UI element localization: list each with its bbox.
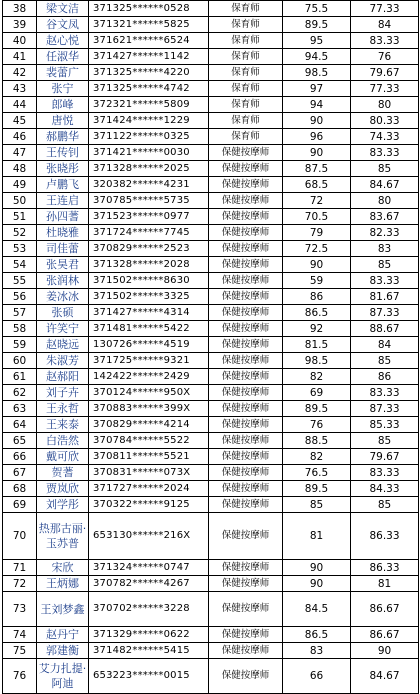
id-number-cell: 371324******0747 [89, 560, 209, 576]
score-2-cell: 86.67 [351, 592, 419, 627]
row-number-cell: 38 [3, 1, 37, 17]
table-row [3, 401, 419, 417]
score-1-cell: 59 [283, 273, 351, 289]
id-number-cell: 370883******399X [89, 401, 209, 417]
table-row [3, 433, 419, 449]
score-2-cell: 83.33 [351, 145, 419, 161]
position-cell: 保健按摩师 [209, 592, 283, 627]
score-1-cell: 82 [283, 449, 351, 465]
row-number-cell: 74 [3, 627, 37, 643]
score-1-cell: 90 [283, 560, 351, 576]
position-cell: 保健按摩师 [209, 241, 283, 257]
id-number-cell: 371725******9321 [89, 353, 209, 369]
score-2-cell: 87.33 [351, 305, 419, 321]
score-2-cell: 80 [351, 97, 419, 113]
id-number-cell: 371328******2025 [89, 161, 209, 177]
score-1-cell: 89.5 [283, 481, 351, 497]
score-2-cell: 81.67 [351, 289, 419, 305]
score-2-cell: 86 [351, 369, 419, 385]
candidate-name-cell: 王来泰 [37, 417, 89, 433]
score-1-cell: 88.5 [283, 433, 351, 449]
row-number-cell: 50 [3, 193, 37, 209]
candidate-name-cell: 刘子卉 [37, 385, 89, 401]
position-cell: 保健按摩师 [209, 497, 283, 513]
id-number-cell: 371727******2024 [89, 481, 209, 497]
candidate-name-cell: 贺蓍 [37, 465, 89, 481]
score-1-cell: 90 [283, 113, 351, 129]
candidate-name-cell: 王刘梦鑫 [37, 592, 89, 627]
row-number-cell: 56 [3, 289, 37, 305]
row-number-cell: 43 [3, 81, 37, 97]
row-number-cell: 51 [3, 209, 37, 225]
score-1-cell: 90 [283, 145, 351, 161]
table-row [3, 560, 419, 576]
row-number-cell: 73 [3, 592, 37, 627]
score-1-cell: 98.5 [283, 65, 351, 81]
score-2-cell: 85.33 [351, 417, 419, 433]
score-1-cell: 81.5 [283, 337, 351, 353]
candidate-name-cell: 孙四蓍 [37, 209, 89, 225]
position-cell: 保育师 [209, 49, 283, 65]
id-number-cell: 142422******2429 [89, 369, 209, 385]
score-2-cell: 77.33 [351, 81, 419, 97]
candidate-name-cell: 谷文凤 [37, 17, 89, 33]
score-1-cell: 86.5 [283, 627, 351, 643]
score-1-cell: 97 [283, 81, 351, 97]
position-cell: 保健按摩师 [209, 401, 283, 417]
candidate-name-cell: 贾岚欣 [37, 481, 89, 497]
table-row [3, 305, 419, 321]
score-2-cell: 84 [351, 337, 419, 353]
position-cell: 保健按摩师 [209, 417, 283, 433]
candidate-name-cell: 张宁 [37, 81, 89, 97]
candidate-name-cell: 张晓彤 [37, 161, 89, 177]
table-row [3, 209, 419, 225]
candidate-name-cell: 戴可欣 [37, 449, 89, 465]
candidate-name-cell: 白浩然 [37, 433, 89, 449]
candidate-name-cell: 张润林 [37, 273, 89, 289]
position-cell: 保健按摩师 [209, 289, 283, 305]
table-row [3, 145, 419, 161]
position-cell: 保健按摩师 [209, 369, 283, 385]
table-row [3, 627, 419, 643]
position-cell: 保健按摩师 [209, 225, 283, 241]
id-number-cell: 371122******0325 [89, 129, 209, 145]
id-number-cell: 370322******9125 [89, 497, 209, 513]
row-number-cell: 76 [3, 659, 37, 694]
score-2-cell: 86.33 [351, 513, 419, 560]
id-number-cell: 370782******4267 [89, 576, 209, 592]
id-number-cell: 371325******0528 [89, 1, 209, 17]
position-cell: 保健按摩师 [209, 627, 283, 643]
position-cell: 保健按摩师 [209, 576, 283, 592]
score-1-cell: 83 [283, 643, 351, 659]
position-cell: 保健按摩师 [209, 193, 283, 209]
score-2-cell: 83.33 [351, 465, 419, 481]
score-2-cell: 83.33 [351, 385, 419, 401]
id-number-cell: 371424******1229 [89, 113, 209, 129]
position-cell: 保健按摩师 [209, 465, 283, 481]
id-number-cell: 653130******216X [89, 513, 209, 560]
score-2-cell: 84.67 [351, 659, 419, 694]
score-2-cell: 76 [351, 49, 419, 65]
score-1-cell: 85 [283, 497, 351, 513]
position-cell: 保育师 [209, 113, 283, 129]
row-number-cell: 45 [3, 113, 37, 129]
candidate-name-cell: 刘学彤 [37, 497, 89, 513]
candidate-name-cell: 艾力扎提·阿迪 [37, 659, 89, 694]
table-row [3, 177, 419, 193]
score-2-cell: 81 [351, 576, 419, 592]
table-row [3, 81, 419, 97]
candidate-name-cell: 杜晓雅 [37, 225, 89, 241]
table-row [3, 321, 419, 337]
table-row [3, 113, 419, 129]
row-number-cell: 49 [3, 177, 37, 193]
position-cell: 保健按摩师 [209, 433, 283, 449]
score-2-cell: 83.33 [351, 273, 419, 289]
id-number-cell: 320382******4231 [89, 177, 209, 193]
table-row [3, 353, 419, 369]
table-row [3, 337, 419, 353]
score-1-cell: 82 [283, 369, 351, 385]
candidate-name-cell: 任淑华 [37, 49, 89, 65]
id-number-cell: 371621******6524 [89, 33, 209, 49]
candidate-name-cell: 朱淑芳 [37, 353, 89, 369]
score-1-cell: 72 [283, 193, 351, 209]
position-cell: 保健按摩师 [209, 305, 283, 321]
table-row [3, 576, 419, 592]
row-number-cell: 60 [3, 353, 37, 369]
candidate-name-cell: 王连启 [37, 193, 89, 209]
row-number-cell: 57 [3, 305, 37, 321]
id-number-cell: 371502******3325 [89, 289, 209, 305]
score-1-cell: 89.5 [283, 17, 351, 33]
row-number-cell: 58 [3, 321, 37, 337]
table-row [3, 273, 419, 289]
row-number-cell: 40 [3, 33, 37, 49]
candidate-name-cell: 张硕 [37, 305, 89, 321]
score-2-cell: 88.67 [351, 321, 419, 337]
candidate-name-cell: 赵晓远 [37, 337, 89, 353]
score-2-cell: 80 [351, 193, 419, 209]
id-number-cell: 653223******0015 [89, 659, 209, 694]
row-number-cell: 72 [3, 576, 37, 592]
id-number-cell: 370702******3228 [89, 592, 209, 627]
score-2-cell: 85 [351, 353, 419, 369]
row-number-cell: 62 [3, 385, 37, 401]
position-cell: 保健按摩师 [209, 560, 283, 576]
row-number-cell: 39 [3, 17, 37, 33]
table-body [3, 1, 419, 694]
table-row [3, 17, 419, 33]
table-row [3, 129, 419, 145]
position-cell: 保健按摩师 [209, 257, 283, 273]
score-1-cell: 84.5 [283, 592, 351, 627]
score-2-cell: 83 [351, 241, 419, 257]
position-cell: 保健按摩师 [209, 353, 283, 369]
score-1-cell: 79 [283, 225, 351, 241]
score-1-cell: 96 [283, 129, 351, 145]
row-number-cell: 41 [3, 49, 37, 65]
row-number-cell: 66 [3, 449, 37, 465]
table-row [3, 659, 419, 694]
id-number-cell: 370785******5735 [89, 193, 209, 209]
table-row [3, 643, 419, 659]
row-number-cell: 67 [3, 465, 37, 481]
table-row [3, 497, 419, 513]
candidate-name-cell: 裴蕾广 [37, 65, 89, 81]
table-row [3, 33, 419, 49]
position-cell: 保育师 [209, 81, 283, 97]
score-1-cell: 72.5 [283, 241, 351, 257]
position-cell: 保育师 [209, 33, 283, 49]
row-number-cell: 47 [3, 145, 37, 161]
score-2-cell: 79.67 [351, 65, 419, 81]
candidate-score-table [2, 0, 419, 694]
row-number-cell: 68 [3, 481, 37, 497]
row-number-cell: 46 [3, 129, 37, 145]
id-number-cell: 371321******5825 [89, 17, 209, 33]
score-1-cell: 92 [283, 321, 351, 337]
score-2-cell: 80.33 [351, 113, 419, 129]
candidate-name-cell: 王传钊 [37, 145, 89, 161]
candidate-name-cell: 赵心悦 [37, 33, 89, 49]
score-2-cell: 84 [351, 17, 419, 33]
score-2-cell: 90 [351, 643, 419, 659]
table-row [3, 1, 419, 17]
candidate-name-cell: 郎峰 [37, 97, 89, 113]
row-number-cell: 75 [3, 643, 37, 659]
id-number-cell: 370829******4214 [89, 417, 209, 433]
position-cell: 保育师 [209, 1, 283, 17]
position-cell: 保健按摩师 [209, 145, 283, 161]
row-number-cell: 54 [3, 257, 37, 273]
id-number-cell: 371481******5422 [89, 321, 209, 337]
table-row [3, 193, 419, 209]
row-number-cell: 48 [3, 161, 37, 177]
table-row [3, 257, 419, 273]
score-2-cell: 84.33 [351, 481, 419, 497]
table-row [3, 417, 419, 433]
table-row [3, 481, 419, 497]
row-number-cell: 63 [3, 401, 37, 417]
row-number-cell: 64 [3, 417, 37, 433]
score-1-cell: 76 [283, 417, 351, 433]
row-number-cell: 42 [3, 65, 37, 81]
position-cell: 保健按摩师 [209, 513, 283, 560]
score-2-cell: 86.33 [351, 560, 419, 576]
candidate-name-cell: 司佳蕾 [37, 241, 89, 257]
id-number-cell: 371482******5415 [89, 643, 209, 659]
score-1-cell: 95 [283, 33, 351, 49]
score-2-cell: 83.33 [351, 33, 419, 49]
score-2-cell: 85 [351, 433, 419, 449]
table-row [3, 97, 419, 113]
id-number-cell: 370829******2523 [89, 241, 209, 257]
table-row [3, 592, 419, 627]
score-2-cell: 82.33 [351, 225, 419, 241]
score-1-cell: 89.5 [283, 401, 351, 417]
id-number-cell: 371523******0977 [89, 209, 209, 225]
table-row [3, 385, 419, 401]
row-number-cell: 70 [3, 513, 37, 560]
score-2-cell: 86.67 [351, 627, 419, 643]
candidate-name-cell: 王炳娜 [37, 576, 89, 592]
score-2-cell: 74.33 [351, 129, 419, 145]
candidate-name-cell: 赵丹宁 [37, 627, 89, 643]
score-1-cell: 76.5 [283, 465, 351, 481]
id-number-cell: 371724******7745 [89, 225, 209, 241]
row-number-cell: 69 [3, 497, 37, 513]
table-row [3, 289, 419, 305]
id-number-cell: 371325******4220 [89, 65, 209, 81]
position-cell: 保健按摩师 [209, 337, 283, 353]
row-number-cell: 59 [3, 337, 37, 353]
position-cell: 保育师 [209, 65, 283, 81]
score-2-cell: 83.67 [351, 209, 419, 225]
candidate-name-cell: 卢鹏飞 [37, 177, 89, 193]
score-2-cell: 79.67 [351, 449, 419, 465]
score-1-cell: 66 [283, 659, 351, 694]
table-row [3, 449, 419, 465]
position-cell: 保育师 [209, 129, 283, 145]
table-row [3, 225, 419, 241]
score-1-cell: 86 [283, 289, 351, 305]
id-number-cell: 371328******2028 [89, 257, 209, 273]
score-1-cell: 98.5 [283, 353, 351, 369]
score-1-cell: 90 [283, 576, 351, 592]
position-cell: 保健按摩师 [209, 161, 283, 177]
position-cell: 保健按摩师 [209, 385, 283, 401]
id-number-cell: 370831******073X [89, 465, 209, 481]
position-cell: 保健按摩师 [209, 659, 283, 694]
table-row [3, 49, 419, 65]
position-cell: 保健按摩师 [209, 321, 283, 337]
row-number-cell: 71 [3, 560, 37, 576]
row-number-cell: 53 [3, 241, 37, 257]
score-1-cell: 70.5 [283, 209, 351, 225]
table-row [3, 513, 419, 560]
score-1-cell: 81 [283, 513, 351, 560]
candidate-name-cell: 郭建衡 [37, 643, 89, 659]
score-1-cell: 94 [283, 97, 351, 113]
table-row [3, 161, 419, 177]
score-1-cell: 94.5 [283, 49, 351, 65]
id-number-cell: 130726******4519 [89, 337, 209, 353]
score-2-cell: 85 [351, 161, 419, 177]
candidate-name-cell: 张昊君 [37, 257, 89, 273]
id-number-cell: 371329******0622 [89, 627, 209, 643]
id-number-cell: 371427******4314 [89, 305, 209, 321]
candidate-name-cell: 许笑宁 [37, 321, 89, 337]
score-2-cell: 87.33 [351, 401, 419, 417]
table-row [3, 241, 419, 257]
candidate-name-cell: 王永哲 [37, 401, 89, 417]
score-1-cell: 90 [283, 257, 351, 273]
id-number-cell: 370811******5521 [89, 449, 209, 465]
table-row [3, 465, 419, 481]
score-2-cell: 85 [351, 257, 419, 273]
candidate-name-cell: 姜冰冰 [37, 289, 89, 305]
position-cell: 保育师 [209, 17, 283, 33]
position-cell: 保健按摩师 [209, 643, 283, 659]
score-2-cell: 77.33 [351, 1, 419, 17]
position-cell: 保健按摩师 [209, 177, 283, 193]
table-row [3, 369, 419, 385]
id-number-cell: 370784******5522 [89, 433, 209, 449]
id-number-cell: 371325******4742 [89, 81, 209, 97]
score-1-cell: 87.5 [283, 161, 351, 177]
id-number-cell: 371427******1142 [89, 49, 209, 65]
position-cell: 保健按摩师 [209, 209, 283, 225]
position-cell: 保健按摩师 [209, 273, 283, 289]
score-1-cell: 69 [283, 385, 351, 401]
candidate-name-cell: 唐悦 [37, 113, 89, 129]
row-number-cell: 61 [3, 369, 37, 385]
row-number-cell: 65 [3, 433, 37, 449]
score-1-cell: 75.5 [283, 1, 351, 17]
score-1-cell: 68.5 [283, 177, 351, 193]
id-number-cell: 372321******5809 [89, 97, 209, 113]
score-1-cell: 86.5 [283, 305, 351, 321]
candidate-name-cell: 梁文洁 [37, 1, 89, 17]
candidate-name-cell: 郝鹏华 [37, 129, 89, 145]
table-row [3, 65, 419, 81]
score-2-cell: 85 [351, 497, 419, 513]
candidate-name-cell: 宋欣 [37, 560, 89, 576]
row-number-cell: 55 [3, 273, 37, 289]
candidate-name-cell: 热那古丽·玉苏普 [37, 513, 89, 560]
position-cell: 保健按摩师 [209, 449, 283, 465]
position-cell: 保育师 [209, 97, 283, 113]
row-number-cell: 44 [3, 97, 37, 113]
position-cell: 保健按摩师 [209, 481, 283, 497]
score-2-cell: 84.67 [351, 177, 419, 193]
id-number-cell: 371502******8630 [89, 273, 209, 289]
row-number-cell: 52 [3, 225, 37, 241]
id-number-cell: 371421******0030 [89, 145, 209, 161]
id-number-cell: 370124******950X [89, 385, 209, 401]
candidate-name-cell: 赵郝阳 [37, 369, 89, 385]
